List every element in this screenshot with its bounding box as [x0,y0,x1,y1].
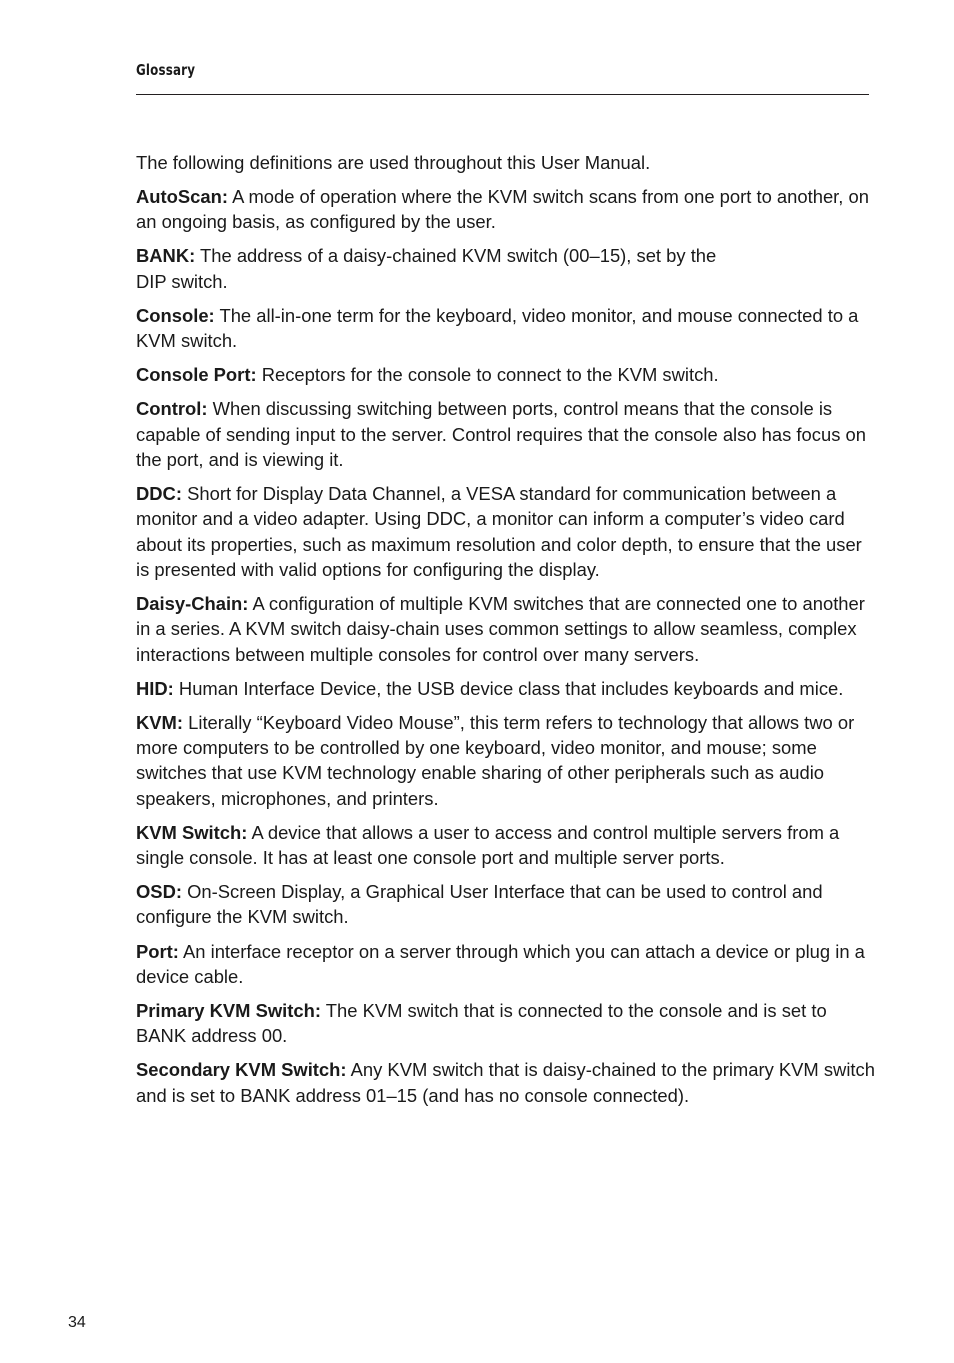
glossary-definition: On-Screen Display, a Graphical User Interface that can be used to control and configure the KVM switch. [136,881,823,928]
glossary-entry-daisy-chain [136,591,876,667]
glossary-term: Console Port: [136,364,257,386]
glossary-entry-console-port [136,362,876,387]
glossary-term: OSD: [136,881,182,903]
glossary-content [136,150,876,1117]
glossary-term: Port: [136,940,179,962]
glossary-term: AutoScan: [136,186,228,208]
glossary-term: DDC: [136,483,182,505]
glossary-entry-autoscan [136,184,876,235]
glossary-definition: Human Interface Device, the USB device class that includes keyboards and mice. [178,677,844,699]
glossary-entry-kvm-switch [136,820,876,871]
glossary-definition: Receptors for the console to connect to the KVM switch. [261,364,719,386]
glossary-entry-console [136,303,876,354]
glossary-term: KVM Switch: [136,821,248,843]
glossary-definition: The address of a daisy-chained KVM switch (00–15), set by the DIP switch. [136,245,717,292]
glossary-term: HID: [136,677,174,699]
glossary-term: KVM: [136,711,183,733]
glossary-definition: An interface receptor on a server through which you can attach a device or plug in a device cable. [136,940,865,987]
page-header [136,58,869,82]
header-divider [136,94,869,95]
glossary-term: Secondary KVM Switch: [136,1059,347,1081]
glossary-entry-ddc [136,481,876,582]
glossary-entry-bank [136,243,876,294]
glossary-term: Daisy-Chain: [136,593,249,615]
glossary-definition: A configuration of multiple KVM switches that are connected one to another in a series. A KVM switch daisy-chain uses common settings to allow seamless, complex interactions between multiple consoles for control over many servers. [136,593,865,665]
intro-text: The following definitions are used throughout this User Manual. [136,152,651,173]
glossary-definition: Short for Display Data Channel, a VESA standard for communication between a monitor and a video adapter. Using DDC, a monitor can inform a computer’s video card about its properties, such as maximum resolution and color depth, to ensure that the user is presented with valid options for configuring the display. [136,483,862,580]
glossary-entry-primary-kvm-switch [136,998,876,1049]
glossary-entry-control [136,396,876,472]
glossary-term: Console: [136,304,215,326]
page-number: 34 [68,1314,86,1331]
glossary-term: Control: [136,398,208,420]
glossary-definition: Literally “Keyboard Video Mouse”, this term refers to technology that allows two or more computers to be controlled by one keyboard, video monitor, and mouse; some switches that use KVM technology enable sharing of other peripherals such as audio speakers, microphones, and printers. [136,711,855,809]
glossary-definition: A device that allows a user to access and control multiple servers from a single console. It has at least one console port and multiple server ports. [136,821,840,869]
glossary-entry-osd [136,879,876,930]
glossary-definition: The KVM switch that is connected to the console and is set to BANK address 00. [136,999,827,1047]
glossary-entry-port [136,939,876,990]
glossary-term: BANK: [136,245,196,267]
glossary-term: Primary KVM Switch: [136,999,321,1021]
glossary-entry-secondary-kvm-switch [136,1057,876,1108]
glossary-definition: A mode of operation where the KVM switch scans from one port to another, on an ongoing basis, as configured by the user. [136,186,869,233]
glossary-entry-hid [136,676,876,701]
glossary-definition: When discussing switching between ports, control means that the console is capable of sending input to the server. Control requires that the console also has focus on the port, and is viewing it. [136,398,866,470]
section-title: Glossary [136,61,196,79]
glossary-definition: The all-in-one term for the keyboard, video monitor, and mouse connected to a KVM switch. [136,304,859,352]
glossary-entry-kvm [136,710,876,811]
glossary-definition: Any KVM switch that is daisy-chained to the primary KVM switch and is set to BANK address 01–15 (and has no console connected). [136,1059,875,1106]
